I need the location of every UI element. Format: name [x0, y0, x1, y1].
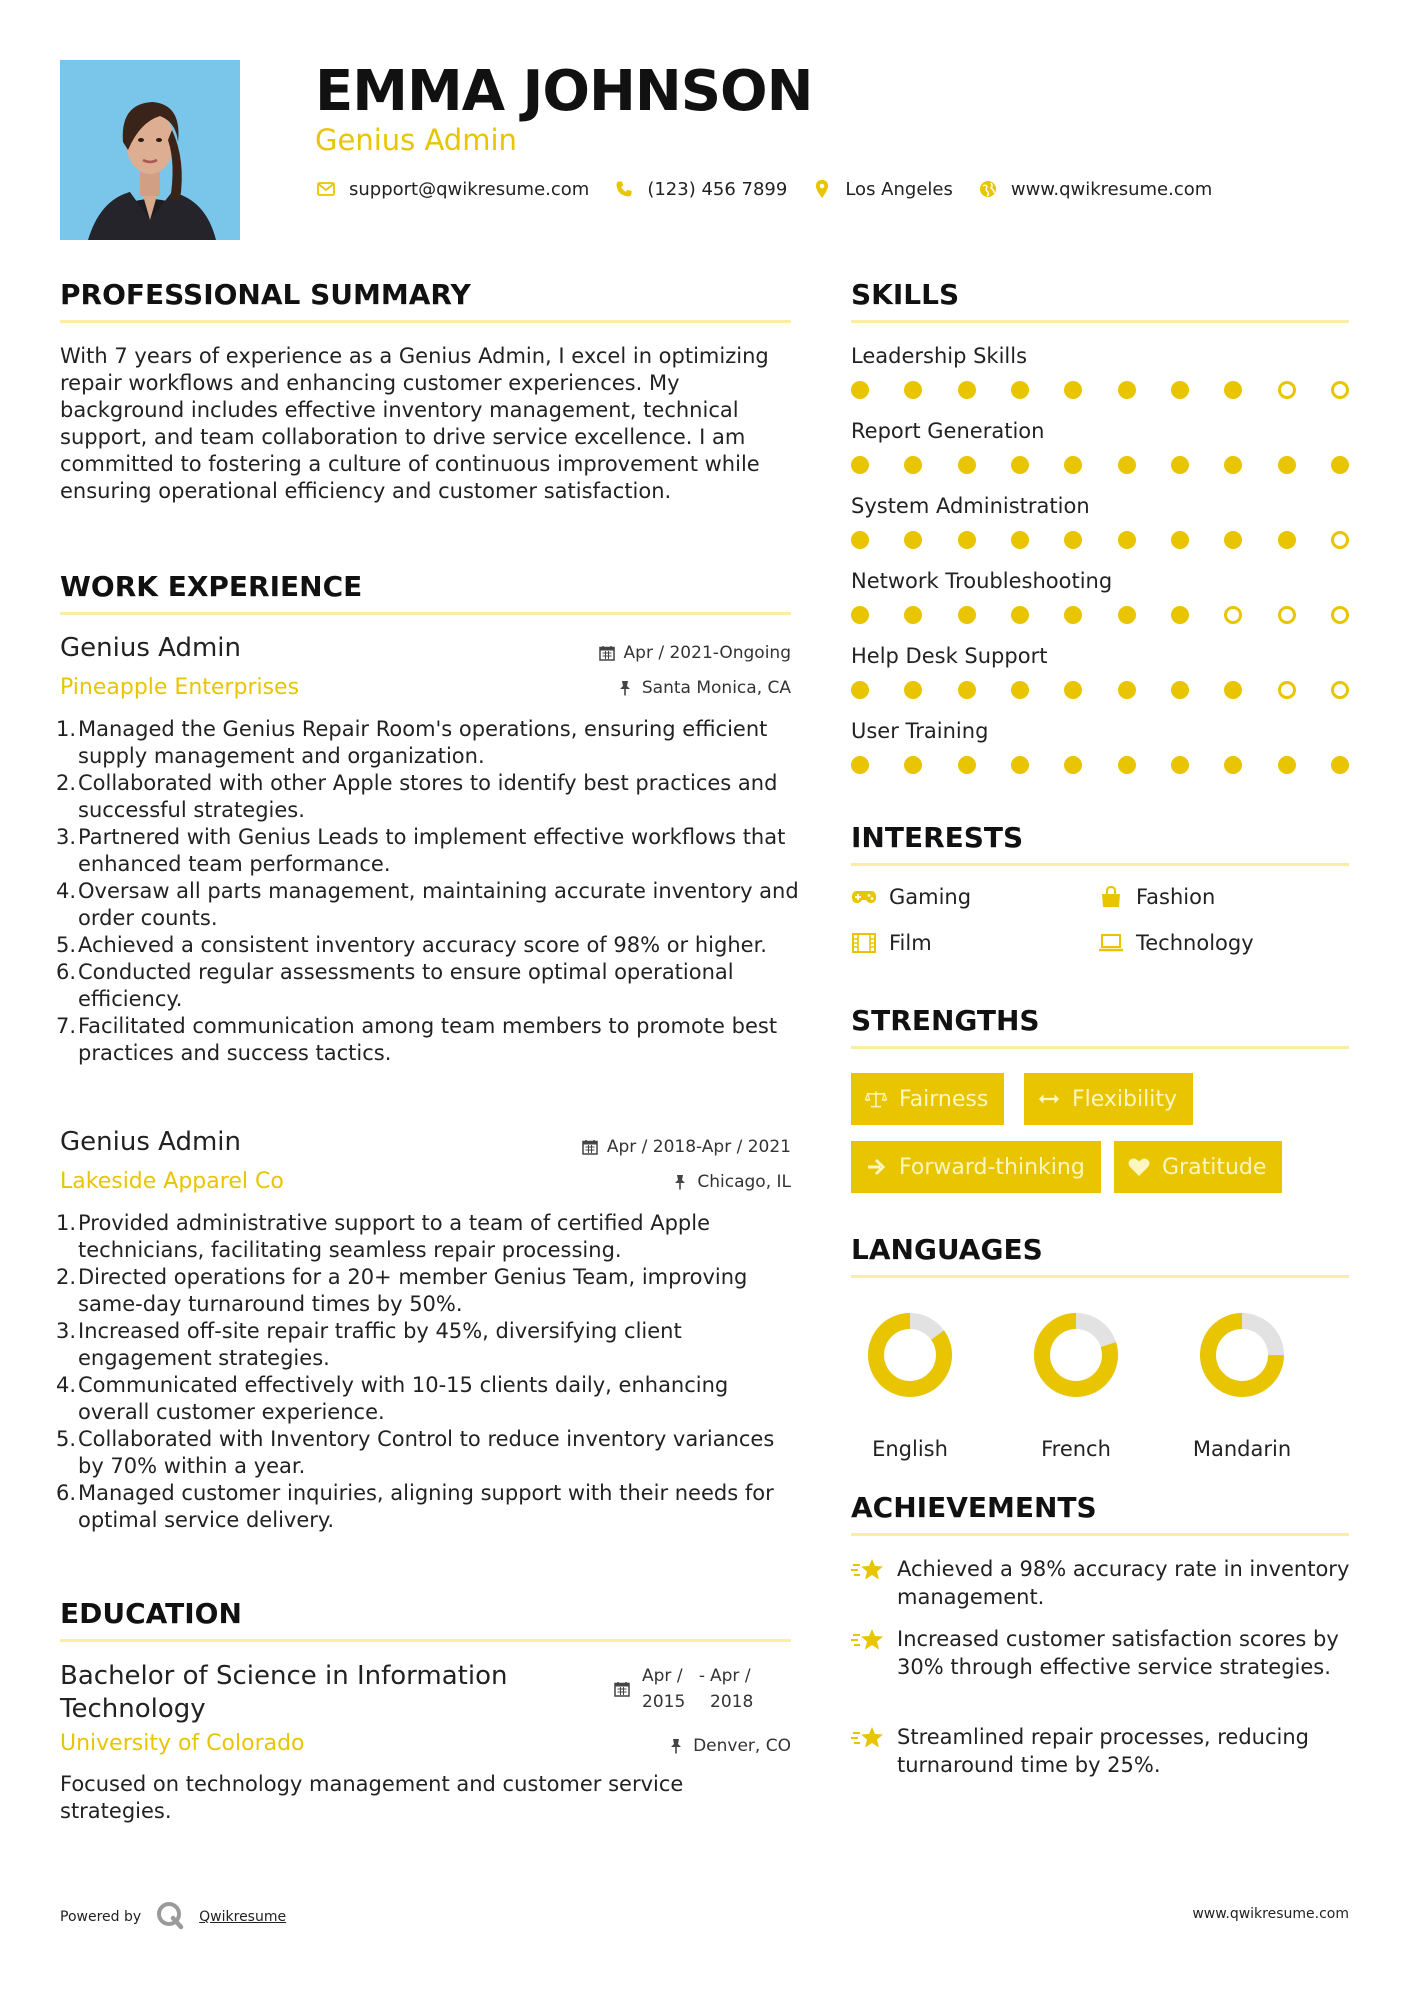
- skill-6-name: User Training: [851, 719, 989, 743]
- achievement-text: Achieved a 98% accuracy rate in inventory management.: [897, 1557, 1350, 1609]
- contact-email-text: support@qwikresume.com: [349, 178, 590, 200]
- summary-rule: [60, 320, 791, 323]
- list-item: 5. Collaborated with Inventory Control to reduce inventory variances by 70% within a year.: [56, 1427, 775, 1478]
- job-2-dates-text: Apr / 2018-Apr / 2021: [606, 1137, 791, 1157]
- list-item: 1. Provided administrative support to a team of certified Apple technicians, facilitating seamless repair processing.: [56, 1211, 711, 1262]
- contact-phone[interactable]: [613, 178, 787, 200]
- skill-dot-filled: [1011, 681, 1029, 699]
- interest-gaming-label: Gaming: [889, 885, 972, 909]
- skill-dot-filled: [851, 531, 869, 549]
- interest-film: [851, 930, 932, 956]
- skill-dot-filled: [1171, 456, 1189, 474]
- skill-dot-filled: [1064, 531, 1082, 549]
- skill-dot-filled: [1064, 456, 1082, 474]
- skill-dot-filled: [904, 456, 922, 474]
- skill-dot-filled: [904, 756, 922, 774]
- job-1-dates: [598, 643, 791, 663]
- interest-gaming: [851, 884, 971, 910]
- achievement-text: Increased customer satisfaction scores by 30% through effective service strategies.: [897, 1627, 1339, 1679]
- strength-gratitude-label: Gratitude: [1162, 1154, 1267, 1180]
- calendar-icon: [598, 644, 616, 662]
- skill-dot-filled: [904, 531, 922, 549]
- skill-dot-empty: [1331, 381, 1349, 399]
- skill-dot-filled: [1064, 606, 1082, 624]
- skill-dot-filled: [958, 531, 976, 549]
- education-description: Focused on technology management and customer service strategies.: [60, 1772, 684, 1823]
- achievement-item: [851, 1723, 1351, 1779]
- skill-dot-filled: [1171, 756, 1189, 774]
- star-icon: [851, 1625, 885, 1681]
- strength-tag-fairness: [851, 1073, 1004, 1125]
- skill-dot-empty: [1331, 531, 1349, 549]
- education-location: [667, 1736, 791, 1756]
- strengths-heading: STRENGTHS: [851, 1004, 1040, 1037]
- skill-dot-filled: [1331, 756, 1349, 774]
- skill-dot-filled: [1224, 381, 1242, 399]
- strength-tag-flexibility: [1024, 1073, 1193, 1125]
- language-mandarin-label: Mandarin: [1192, 1437, 1292, 1461]
- language-french-label: French: [1041, 1437, 1111, 1461]
- list-item: 6. Managed customer inquiries, aligning support with their needs for optimal service delivery.: [56, 1481, 774, 1532]
- summary-text: With 7 years of experience as a Genius Admin, I excel in optimizing repair workflows and enhancing customer experiences. My background includes effective inventory management, technical support, and team collaboration to drive service excellence. I am committed to fostering a culture of continuous improvement while ensuring operational efficiency and customer satisfaction.: [60, 344, 769, 503]
- job-1-location: [616, 678, 791, 698]
- list-item: 5. Achieved a consistent inventory accuracy score of 98% or higher.: [56, 933, 767, 957]
- job-2-bullets: [56, 1210, 801, 1534]
- map-pin-icon: [811, 178, 833, 200]
- skill-dot-empty: [1331, 606, 1349, 624]
- interest-technology: [1098, 930, 1254, 956]
- star-icon: [851, 1723, 885, 1779]
- skill-dot-filled: [1064, 381, 1082, 399]
- achievements-rule: [851, 1533, 1349, 1536]
- language-english-ring: [865, 1310, 955, 1400]
- skill-dot-filled: [1118, 606, 1136, 624]
- envelope-icon: [315, 178, 337, 200]
- skill-3-name: System Administration: [851, 494, 1090, 518]
- pushpin-icon: [616, 679, 634, 697]
- list-item: 1. Managed the Genius Repair Room's operations, ensuring efficient supply management and organization.: [56, 717, 768, 768]
- date-separator: -: [698, 1666, 706, 1686]
- skill-dot-filled: [1118, 381, 1136, 399]
- skill-dot-empty: [1278, 381, 1296, 399]
- education-degree: Bachelor of Science in Information Technology: [60, 1661, 508, 1724]
- skill-dot-empty: [1278, 606, 1296, 624]
- list-item: 7. Facilitated communication among team members to promote best practices and success tactics.: [56, 1014, 778, 1065]
- interests-rule: [851, 863, 1349, 866]
- education-heading: EDUCATION: [60, 1597, 242, 1630]
- job-1-location-text: Santa Monica, CA: [641, 678, 791, 698]
- contact-website[interactable]: [977, 178, 1212, 200]
- footer-url[interactable]: www.qwikresume.com: [1192, 1906, 1349, 1922]
- skill-2-rating: [851, 455, 1349, 475]
- achievements-heading: ACHIEVEMENTS: [851, 1491, 1097, 1524]
- skill-dot-filled: [1331, 456, 1349, 474]
- skill-dot-filled: [1011, 756, 1029, 774]
- star-icon: [851, 1555, 885, 1611]
- skill-5-rating: [851, 680, 1349, 700]
- language-english-label: English: [872, 1437, 948, 1461]
- skills-rule: [851, 320, 1349, 323]
- job-1-title: Genius Admin: [60, 633, 241, 663]
- skill-dot-filled: [958, 681, 976, 699]
- skill-dot-filled: [1224, 456, 1242, 474]
- contact-website-text: www.qwikresume.com: [1010, 178, 1213, 200]
- list-item: 4. Communicated effectively with 10-15 clients daily, enhancing overall customer experience.: [56, 1373, 729, 1424]
- language-french-ring: [1031, 1310, 1121, 1400]
- film-icon: [851, 932, 877, 954]
- skill-dot-empty: [1224, 606, 1242, 624]
- balance-scale-icon: [865, 1088, 887, 1110]
- interest-film-label: Film: [889, 931, 932, 955]
- skill-dot-filled: [904, 381, 922, 399]
- candidate-role: Genius Admin: [315, 123, 517, 157]
- list-item: 6. Conducted regular assessments to ensure optimal operational efficiency.: [56, 960, 734, 1011]
- pushpin-icon: [667, 1737, 685, 1755]
- strength-tag-gratitude: [1114, 1141, 1282, 1193]
- achievement-text: Streamlined repair processes, reducing turnaround time by 25%.: [897, 1725, 1309, 1777]
- contact-phone-text: (123) 456 7899: [647, 178, 788, 200]
- skill-dot-filled: [1171, 381, 1189, 399]
- profile-photo: [60, 60, 240, 240]
- job-1-company: Pineapple Enterprises: [60, 675, 300, 700]
- language-french: [1021, 1310, 1131, 1462]
- laptop-icon: [1098, 932, 1124, 954]
- shopping-bag-icon: [1098, 886, 1124, 908]
- contact-bar: [315, 178, 1212, 200]
- skill-dot-filled: [1011, 606, 1029, 624]
- education-rule: [60, 1639, 791, 1642]
- skill-dot-filled: [1118, 531, 1136, 549]
- skill-dot-empty: [1278, 681, 1296, 699]
- skill-dot-filled: [1171, 531, 1189, 549]
- list-item: 2. Directed operations for a 20+ member Genius Team, improving same-day turnaround times by 50%.: [56, 1265, 748, 1316]
- skill-dot-filled: [958, 456, 976, 474]
- languages-heading: LANGUAGES: [851, 1233, 1043, 1266]
- skill-dot-filled: [1171, 606, 1189, 624]
- job-2-title: Genius Admin: [60, 1127, 241, 1157]
- skill-6-rating: [851, 755, 1349, 775]
- skill-dot-filled: [851, 606, 869, 624]
- skill-dot-filled: [851, 381, 869, 399]
- skill-dot-filled: [958, 381, 976, 399]
- job-2-location-text: Chicago, IL: [697, 1172, 791, 1192]
- qwikresume-logo-icon: [155, 1900, 185, 1934]
- achievement-item: [851, 1625, 1351, 1681]
- skill-dot-filled: [1064, 681, 1082, 699]
- strength-forward-thinking-label: Forward-thinking: [899, 1154, 1085, 1180]
- summary-heading: PROFESSIONAL SUMMARY: [60, 278, 471, 311]
- skill-4-name: Network Troubleshooting: [851, 569, 1113, 593]
- languages-rule: [851, 1275, 1349, 1278]
- contact-email[interactable]: [315, 178, 589, 200]
- skill-dot-filled: [1278, 456, 1296, 474]
- skill-dot-filled: [1011, 531, 1029, 549]
- footer-powered-by: [60, 1900, 286, 1934]
- skill-1-rating: [851, 380, 1349, 400]
- experience-rule: [60, 612, 791, 615]
- candidate-name: EMMA JOHNSON: [315, 59, 813, 124]
- job-2-location: [671, 1172, 791, 1192]
- skill-dot-filled: [1224, 681, 1242, 699]
- skill-dot-filled: [851, 681, 869, 699]
- list-item: 3. Partnered with Genius Leads to implement effective workflows that enhanced team performance.: [56, 825, 786, 876]
- gamepad-icon: [851, 886, 877, 908]
- job-2-dates: [581, 1137, 791, 1157]
- skill-dot-filled: [1171, 681, 1189, 699]
- language-mandarin-ring: [1197, 1310, 1287, 1400]
- skill-dot-filled: [1278, 531, 1296, 549]
- strengths-rule: [851, 1046, 1349, 1049]
- education-end-date: Apr / 2018: [710, 1666, 754, 1712]
- job-2-company: Lakeside Apparel Co: [60, 1169, 284, 1194]
- interest-fashion: [1098, 884, 1215, 910]
- skill-dot-filled: [904, 681, 922, 699]
- education-dates: [614, 1663, 762, 1715]
- skills-heading: SKILLS: [851, 278, 960, 311]
- job-1-bullets: [56, 716, 801, 1067]
- skill-dot-filled: [1011, 381, 1029, 399]
- skill-dot-filled: [958, 606, 976, 624]
- experience-heading: WORK EXPERIENCE: [60, 570, 363, 603]
- arrows-horizontal-icon: [1038, 1088, 1060, 1110]
- powered-by-label: Powered by: [60, 1909, 142, 1925]
- interest-fashion-label: Fashion: [1136, 885, 1216, 909]
- skill-dot-filled: [851, 456, 869, 474]
- list-item: 2. Collaborated with other Apple stores to identify best practices and successful strategies.: [56, 771, 778, 822]
- skill-1-name: Leadership Skills: [851, 344, 1028, 368]
- skill-dot-filled: [1224, 756, 1242, 774]
- calendar-icon: [581, 1138, 599, 1156]
- heart-icon: [1128, 1156, 1150, 1178]
- skill-dot-filled: [1118, 756, 1136, 774]
- arrow-right-icon: [865, 1156, 887, 1178]
- skill-3-rating: [851, 530, 1349, 550]
- education-location-text: Denver, CO: [693, 1736, 791, 1756]
- skill-dot-filled: [1224, 531, 1242, 549]
- list-item: 4. Oversaw all parts management, maintaining accurate inventory and order counts.: [56, 879, 799, 930]
- strength-flexibility-label: Flexibility: [1072, 1086, 1177, 1112]
- skill-4-rating: [851, 605, 1349, 625]
- skill-5-name: Help Desk Support: [851, 644, 1048, 668]
- skill-2-name: Report Generation: [851, 419, 1045, 443]
- education-start-date: Apr / 2015: [642, 1666, 686, 1712]
- interests-heading: INTERESTS: [851, 821, 1024, 854]
- pushpin-icon: [671, 1173, 689, 1191]
- contact-location-text: Los Angeles: [845, 178, 953, 200]
- job-1-dates-text: Apr / 2021-Ongoing: [623, 643, 791, 663]
- skill-dot-filled: [1011, 456, 1029, 474]
- globe-icon: [977, 178, 999, 200]
- achievement-item: [851, 1555, 1351, 1611]
- strength-fairness-label: Fairness: [899, 1086, 989, 1112]
- skill-dot-filled: [1118, 681, 1136, 699]
- skill-dot-filled: [1064, 756, 1082, 774]
- skill-dot-filled: [1118, 456, 1136, 474]
- calendar-icon: [614, 1663, 632, 1715]
- phone-icon: [613, 178, 635, 200]
- skill-dot-empty: [1331, 681, 1349, 699]
- skill-dot-filled: [958, 756, 976, 774]
- interest-technology-label: Technology: [1136, 931, 1254, 955]
- strength-tag-forward-thinking: [851, 1141, 1101, 1193]
- education-school: University of Colorado: [60, 1731, 305, 1756]
- qwikresume-link[interactable]: Qwikresume: [199, 1909, 287, 1925]
- skill-dot-filled: [851, 756, 869, 774]
- skill-dot-filled: [904, 606, 922, 624]
- language-english: [855, 1310, 965, 1462]
- contact-location: [811, 178, 953, 200]
- list-item: 3. Increased off-site repair traffic by 45%, diversifying client engagement strategies.: [56, 1319, 682, 1370]
- language-mandarin: [1187, 1310, 1297, 1462]
- skill-dot-filled: [1278, 756, 1296, 774]
